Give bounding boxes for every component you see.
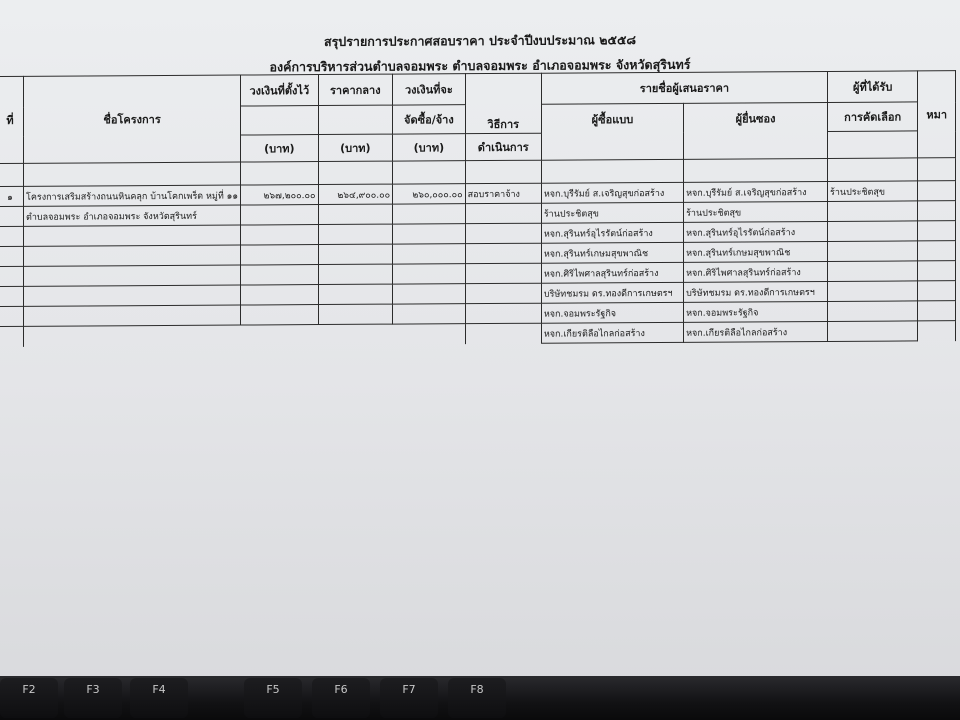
header-winner-gap xyxy=(828,131,918,159)
bidder-buyer: บริษัทชมรม ดร.ทองดีการเกษตรฯ xyxy=(541,282,683,303)
header-submitter: ผู้ยื่นซอง xyxy=(684,102,828,159)
bidder-buyer: หจก.บุรีรัมย์ ส.เจริญสุขก่อสร้าง xyxy=(541,182,683,203)
bidder-submitter: หจก.สุรินทร์อุไรรัตน์ก่อสร้าง xyxy=(684,221,828,242)
header-budget: วงเงินที่ตั้งไว้ xyxy=(241,75,318,106)
procurement-table xyxy=(0,70,956,347)
bidder-buyer: หจก.สุรินทร์อุไรรัตน์ก่อสร้าง xyxy=(541,222,683,243)
header-no: ที่ xyxy=(0,76,24,163)
header-budget-unit: (บาท) xyxy=(241,135,318,162)
bidder-buyer: หจก.ศิริไพศาลสุรินทร์ก่อสร้าง xyxy=(541,262,683,283)
header-median: ราคากลาง xyxy=(318,74,393,105)
document-subtitle: องค์การบริหารส่วนตำบลจอมพระ ตำบลจอมพระ อำเภอจอมพระ จังหวัดสุรินทร์ xyxy=(269,56,691,75)
key-f6: F6 xyxy=(312,678,370,718)
header-procure-unit: (บาท) xyxy=(393,134,466,161)
project-winner: ร้านประชิตสุข xyxy=(828,181,918,202)
header-procure-2: จัดซื้อ/จ้าง xyxy=(393,105,466,134)
project-budget: ๒๖๗,๒๐๐.๐๐ xyxy=(241,185,318,205)
header-bidders: รายชื่อผู้เสนอราคา xyxy=(541,71,827,104)
bidder-buyer: หจก.เกียรติลือไกลก่อสร้าง xyxy=(541,322,683,343)
key-f5: F5 xyxy=(244,678,302,718)
bidder-submitter: หจก.บุรีรัมย์ ส.เจริญสุขก่อสร้าง xyxy=(684,181,828,202)
header-winner-2: การคัดเลือก xyxy=(828,102,918,132)
header-median-gap xyxy=(318,105,393,134)
keyboard-edge xyxy=(0,676,960,720)
key-f4: F4 xyxy=(130,678,188,718)
header-remark: หมา xyxy=(918,71,956,158)
header-method-2: ดำเนินการ xyxy=(465,133,541,160)
bidder-submitter: บริษัทชมรม ดร.ทองดีการเกษตรฯ xyxy=(684,281,828,302)
bidder-buyer: หจก.สุรินทร์เกษมสุขพาณิช xyxy=(541,242,683,263)
project-method: สอบราคาจ้าง xyxy=(465,183,541,203)
project-name-line2: ตำบลจอมพระ อำเภอจอมพระ จังหวัดสุรินทร์ xyxy=(24,205,241,226)
project-name-line1: โครงการเสริมสร้างถนนหินคลุก บ้านโคกเพร็ด หมู่ที่ ๑๑ xyxy=(24,185,241,206)
key-f3: F3 xyxy=(64,678,122,718)
project-no: ๑ xyxy=(0,186,24,206)
project-procure: ๒๖๐,๐๐๐.๐๐ xyxy=(393,184,466,204)
document-title: สรุปรายการประกาศสอบราคา ประจำปีงบประมาณ ๒๕๕๘ xyxy=(323,32,637,50)
bidder-submitter: หจก.สุรินทร์เกษมสุขพาณิช xyxy=(684,241,828,262)
header-procure-1: วงเงินที่จะ xyxy=(393,74,466,105)
header-winner-1: ผู้ที่ได้รับ xyxy=(828,71,918,103)
header-method-1: วิธีการ xyxy=(465,73,541,133)
key-f7: F7 xyxy=(380,678,438,718)
header-budget-gap xyxy=(241,106,318,135)
bidder-submitter: หจก.ศิริไพศาลสุรินทร์ก่อสร้าง xyxy=(684,261,828,282)
bidder-submitter: ร้านประชิตสุข xyxy=(684,201,828,222)
bidder-submitter: หจก.เกียรติลือไกลก่อสร้าง xyxy=(684,321,828,342)
header-buyer: ผู้ซื้อแบบ xyxy=(541,103,683,160)
bidder-submitter: หจก.จอมพระรัฐกิจ xyxy=(684,301,828,322)
header-project: ชื่อโครงการ xyxy=(24,75,241,163)
key-f8: F8 xyxy=(448,678,506,718)
key-f2: F2 xyxy=(0,678,58,718)
bidder-buyer: หจก.จอมพระรัฐกิจ xyxy=(541,302,683,323)
header-median-unit: (บาท) xyxy=(318,134,393,161)
project-median: ๒๖๔,๙๐๐.๐๐ xyxy=(318,184,393,204)
bidder-buyer: ร้านประชิตสุข xyxy=(541,202,683,223)
